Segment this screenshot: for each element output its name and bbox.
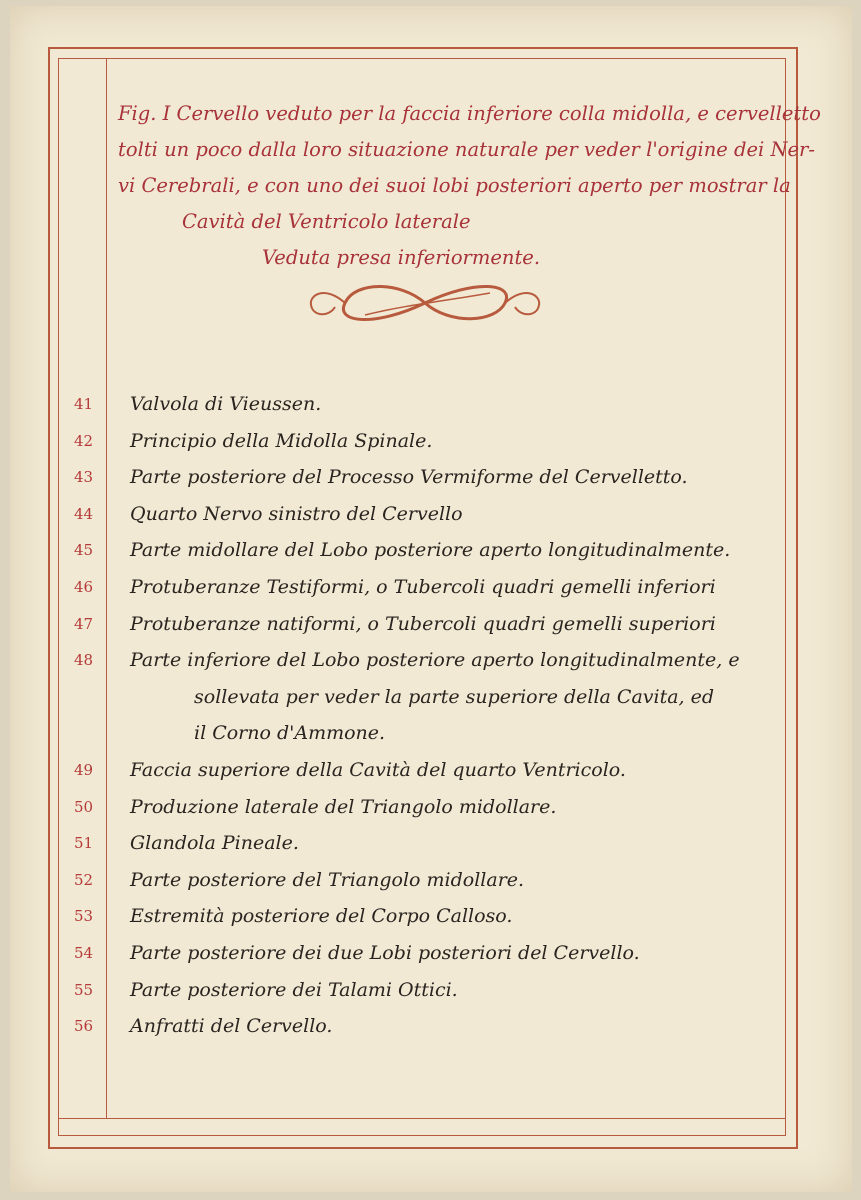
item-number: 49 <box>74 760 94 779</box>
item-text-continuation: il Corno d'Ammone. <box>194 722 386 745</box>
item-number: 46 <box>74 577 94 596</box>
caption-line: tolti un poco dalla loro situazione naturale per veder l'origine dei Ner- <box>118 138 815 161</box>
item-text: Parte posteriore dei due Lobi posteriori del Cervello. <box>130 941 640 964</box>
list-item <box>74 972 774 1009</box>
list-item <box>74 825 774 862</box>
list-item <box>74 1008 774 1045</box>
item-text: Parte posteriore del Processo Vermiforme del Cervelletto. <box>130 466 688 489</box>
item-text-continuation: sollevata per veder la parte superiore della Cavita, ed <box>194 685 715 708</box>
list-item <box>74 898 774 935</box>
item-text: Protuberanze natiformi, o Tubercoli quadri gemelli superiori <box>130 612 716 635</box>
item-text: Glandola Pineale. <box>130 832 299 855</box>
item-number: 54 <box>74 943 94 962</box>
calligraphic-flourish <box>305 275 545 331</box>
item-text: Parte posteriore dei Talami Ottici. <box>130 978 458 1001</box>
list-item <box>74 496 774 533</box>
list-item <box>74 935 774 972</box>
list-item <box>74 532 774 569</box>
item-number: 52 <box>74 870 94 889</box>
item-text: Produzione laterale del Triangolo midollare. <box>130 795 557 818</box>
item-number: 45 <box>74 541 94 560</box>
list-item <box>74 569 774 606</box>
bottom-rule <box>58 1118 785 1119</box>
item-text: Anfratti del Cervello. <box>130 1015 333 1038</box>
item-text-multiline <box>130 642 740 752</box>
list-item <box>74 752 774 789</box>
item-number: 41 <box>74 395 94 413</box>
item-text: Faccia superiore della Cavità del quarto Ventricolo. <box>130 758 626 781</box>
item-text: Principio della Midolla Spinale. <box>130 429 433 452</box>
list-item <box>74 789 774 826</box>
figure-caption <box>118 96 821 276</box>
item-number: 55 <box>74 980 94 999</box>
item-text: Valvola di Vieussen. <box>130 393 322 415</box>
list-item <box>74 606 774 643</box>
item-number: 44 <box>74 504 94 523</box>
item-text: Parte inferiore del Lobo posteriore aperto longitudinalmente, e <box>130 649 740 672</box>
item-text: Parte posteriore del Triangolo midollare. <box>130 868 525 891</box>
item-text: Protuberanze Testiformi, o Tubercoli quadri gemelli inferiori <box>130 575 716 598</box>
item-number: 47 <box>74 614 94 633</box>
item-number: 50 <box>74 797 94 816</box>
caption-line: vi Cerebrali, e con uno dei suoi lobi posteriori aperto per mostrar la <box>118 174 791 197</box>
item-text: Parte midollare del Lobo posteriore aperto longitudinalmente. <box>130 539 731 562</box>
caption-line: Cavità del Ventricolo laterale <box>182 210 471 233</box>
caption-line: Fig. I Cervello veduto per la faccia inferiore colla midolla, e cervelletto <box>118 102 821 125</box>
item-text: Estremità posteriore del Corpo Calloso. <box>130 905 513 928</box>
list-item <box>74 642 774 752</box>
item-number: 42 <box>74 431 94 450</box>
item-number: 48 <box>74 651 94 670</box>
item-number: 53 <box>74 907 94 926</box>
list-item <box>74 423 774 460</box>
item-text: Quarto Nervo sinistro del Cervello <box>130 502 463 525</box>
list-item <box>74 862 774 899</box>
caption-subtitle: Veduta presa inferiormente. <box>262 246 541 269</box>
item-number: 56 <box>74 1017 94 1036</box>
item-number: 51 <box>74 834 94 853</box>
item-number: 43 <box>74 468 94 487</box>
list-item <box>74 459 774 496</box>
legend-list <box>74 386 774 1045</box>
list-item <box>74 386 774 423</box>
